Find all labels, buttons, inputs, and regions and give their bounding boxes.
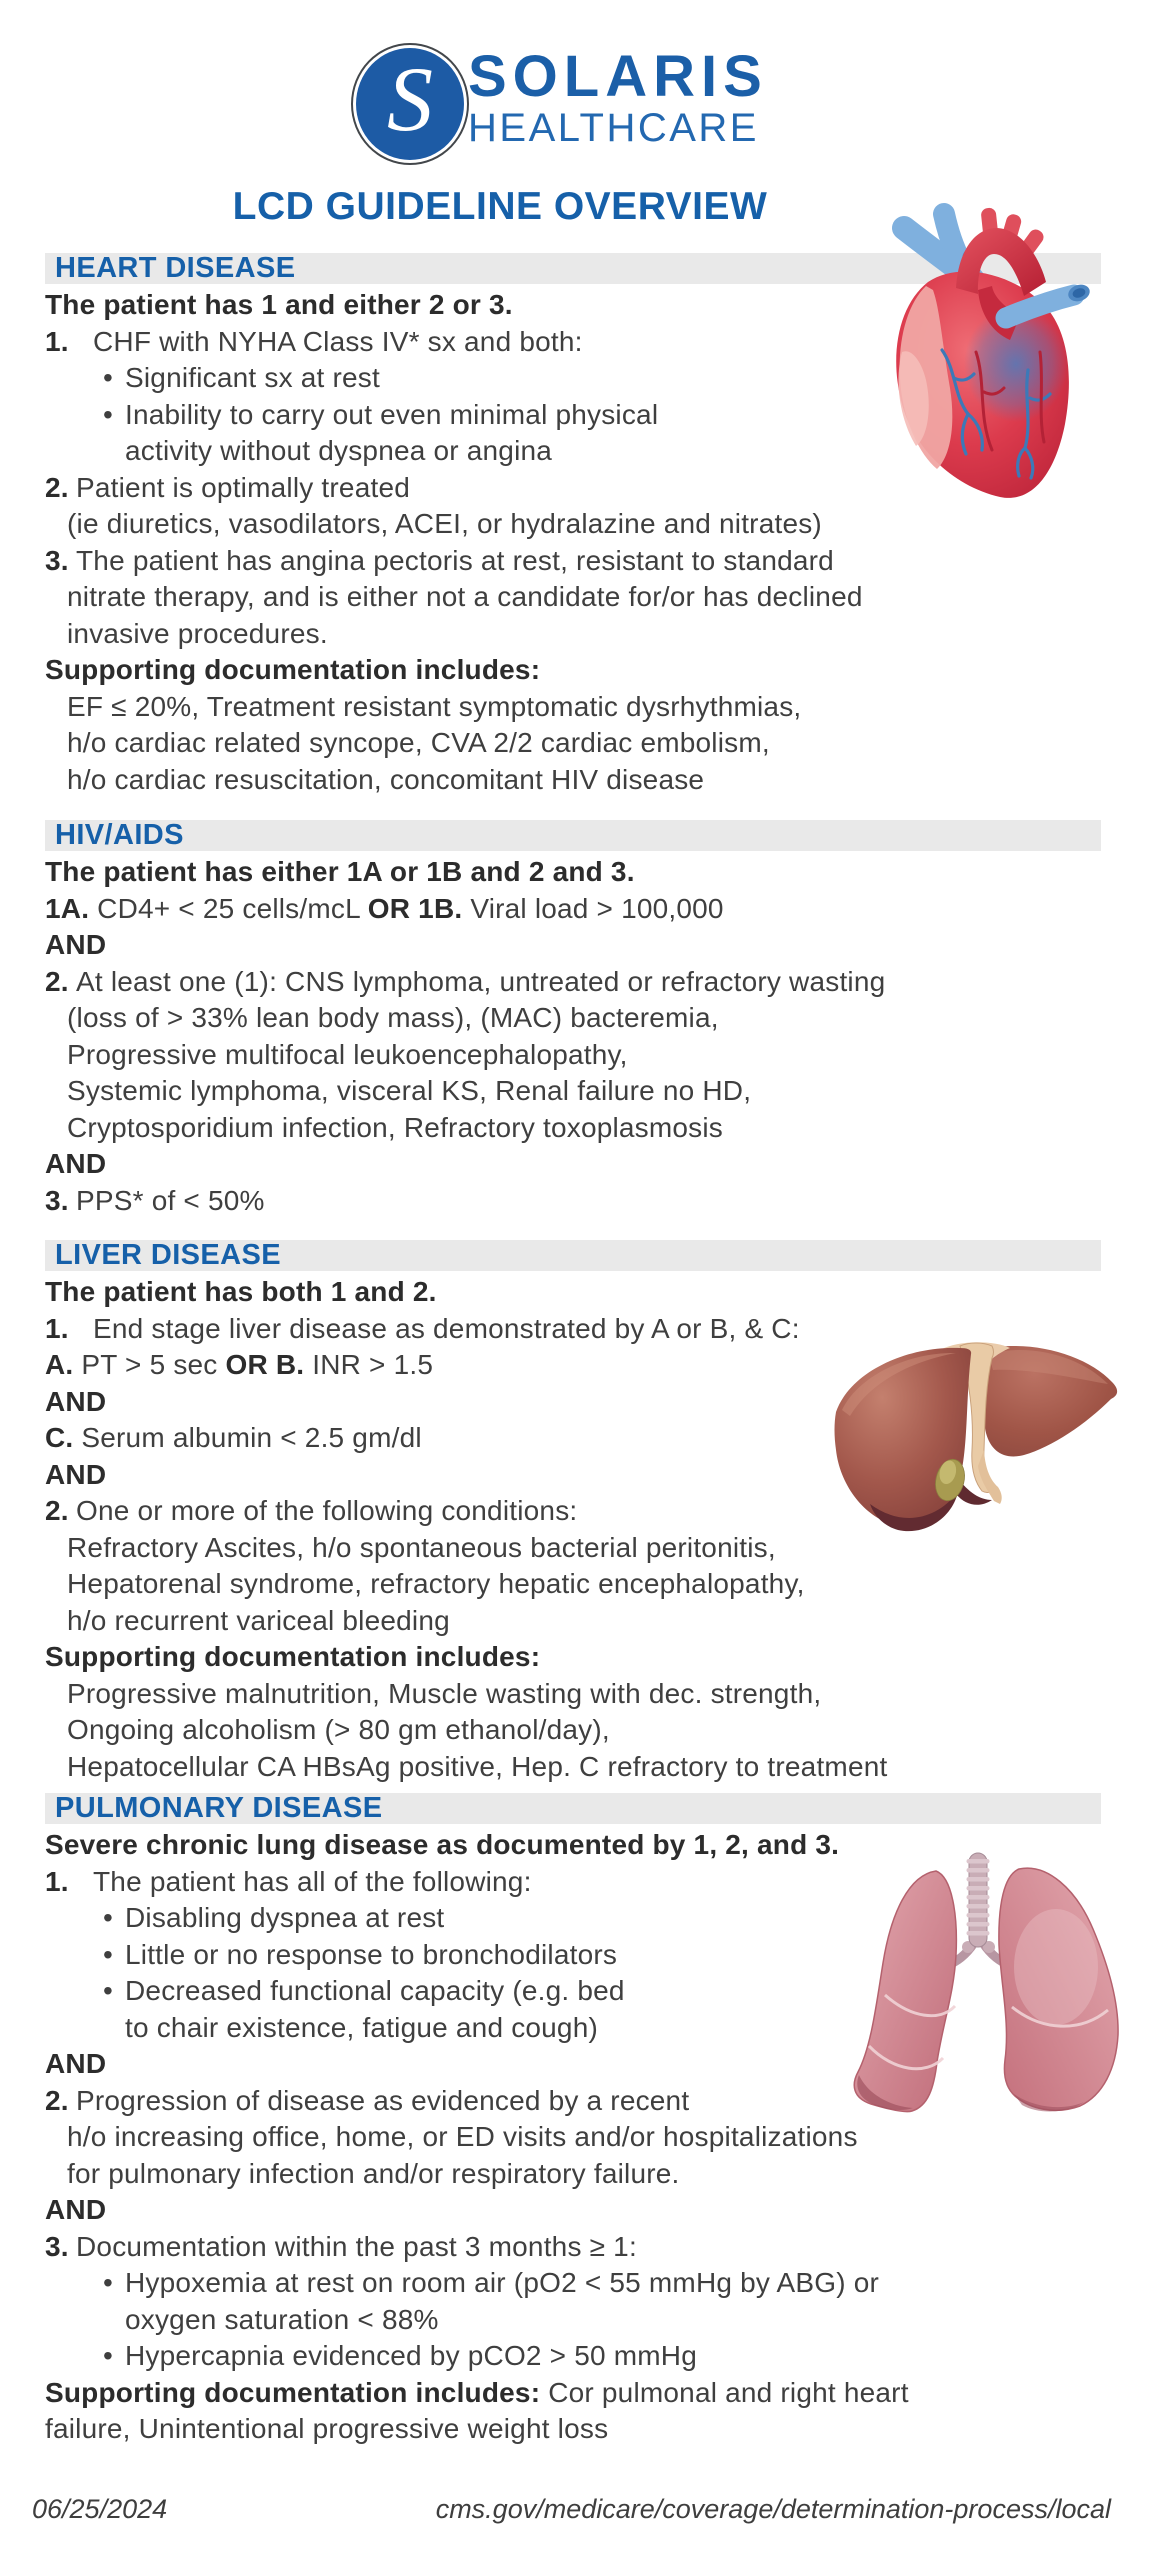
criteria-line-continuation: nitrate therapy, and is either not a candidate for/or has declined xyxy=(67,581,863,612)
section-title: LIVER DISEASE xyxy=(55,1239,281,1271)
criteria-line: 1. End stage liver disease as demonstrated by A or B, & C: xyxy=(45,1312,800,1344)
criteria-line-continuation: Hepatorenal syndrome, refractory hepatic encephalopathy, xyxy=(67,1568,805,1599)
criteria-line: 3. Documentation within the past 3 months ≥ 1: xyxy=(45,2230,637,2262)
logo-circle xyxy=(356,48,464,160)
criteria-line-continuation: (loss of > 33% lean body mass), (MAC) bacteremia, xyxy=(67,1002,719,1033)
criteria-line: 1. The patient has all of the following: xyxy=(45,1865,532,1897)
criteria-line: C. Serum albumin < 2.5 gm/dl xyxy=(45,1422,422,1453)
bullet-item-continuation: oxygen saturation < 88% xyxy=(125,2303,439,2335)
supporting-docs-heading: Supporting documentation includes: xyxy=(45,654,541,685)
criteria-line-continuation: Progressive multifocal leukoencephalopathy, xyxy=(67,1038,628,1070)
supporting-docs-line: EF ≤ 20%, Treatment resistant symptomatic dysrhythmias, xyxy=(67,690,802,722)
brand-subname: HEALTHCARE xyxy=(468,106,759,150)
criteria-line: 2. Progression of disease as evidenced by a recent xyxy=(45,2084,690,2116)
and-connector: AND xyxy=(45,1148,107,1179)
criteria-line: 3. PPS* of < 50% xyxy=(45,1184,265,1216)
section-header-bar xyxy=(45,1240,1101,1271)
bullet-item: • Hypoxemia at rest on room air (pO2 < 55 mmHg by ABG) or xyxy=(45,2265,1110,2302)
bullet-item: • Hypercapnia evidenced by pCO2 > 50 mmHg xyxy=(45,2338,1110,2375)
lungs-illustration xyxy=(833,1845,1133,2125)
bullet-item: • Little or no response to bronchodilators xyxy=(45,1937,1110,1974)
criteria-line-continuation: for pulmonary infection and/or respiratory failure. xyxy=(67,2157,680,2189)
and-connector: AND xyxy=(45,929,107,960)
bullet-item: • Disabling dyspnea at rest xyxy=(45,1900,1110,1937)
bullet-item: • Significant sx at rest xyxy=(45,360,1110,397)
supporting-docs-line: Ongoing alcoholism (> 80 gm ethanol/day), xyxy=(67,1714,610,1745)
section-intro: The patient has both 1 and 2. xyxy=(45,1276,437,1307)
logo-monogram: S xyxy=(387,48,433,150)
and-connector: AND xyxy=(45,1458,107,1490)
bullet-item-continuation: activity without dyspnea or angina xyxy=(125,435,553,466)
criteria-line-continuation: (ie diuretics, vasodilators, ACEI, or hydralazine and nitrates) xyxy=(67,508,822,539)
section-header-bar xyxy=(45,820,1101,851)
criteria-line-continuation: invasive procedures. xyxy=(67,617,328,649)
brand-name: SOLARIS xyxy=(468,44,768,109)
criteria-line-continuation: h/o recurrent variceal bleeding xyxy=(67,1604,450,1636)
supporting-docs-line: Hepatocellular CA HBsAg positive, Hep. C refractory to treatment xyxy=(67,1750,888,1782)
and-connector: AND xyxy=(45,2048,107,2079)
criteria-line: 3. The patient has angina pectoris at rest, resistant to standard xyxy=(45,544,834,576)
section-title: HIV/AIDS xyxy=(55,819,184,851)
supporting-docs-line: failure, Unintentional progressive weight loss xyxy=(45,2413,609,2444)
section-title: HEART DISEASE xyxy=(55,252,296,284)
section-intro: Severe chronic lung disease as documented by 1, 2, and 3. xyxy=(45,1829,840,1860)
criteria-line: 2. One or more of the following conditions: xyxy=(45,1495,578,1526)
page-title: LCD GUIDELINE OVERVIEW xyxy=(232,185,768,228)
heart-illustration xyxy=(878,202,1093,507)
bullet-item: • Decreased functional capacity (e.g. bed xyxy=(45,1973,1110,2010)
criteria-line-continuation: Systemic lymphoma, visceral KS, Renal failure no HD, xyxy=(67,1075,752,1106)
supporting-docs-line: Progressive malnutrition, Muscle wasting with dec. strength, xyxy=(67,1677,822,1709)
and-connector: AND xyxy=(45,1385,107,1417)
and-connector: AND xyxy=(45,2194,107,2225)
bullet-item: • Inability to carry out even minimal physical xyxy=(45,397,1110,434)
criteria-line: A. PT > 5 sec OR B. INR > 1.5 xyxy=(45,1349,434,1380)
liver-illustration xyxy=(828,1338,1128,1568)
brand-logo xyxy=(351,43,469,165)
supporting-docs-line: h/o cardiac related syncope, CVA 2/2 cardiac embolism, xyxy=(67,727,770,758)
section-intro: The patient has either 1A or 1B and 2 and 3. xyxy=(45,856,635,887)
section-intro: The patient has 1 and either 2 or 3. xyxy=(45,289,513,320)
criteria-line-continuation: h/o increasing office, home, or ED visits and/or hospitalizations xyxy=(67,2121,858,2152)
criteria-line: 1A. CD4+ < 25 cells/mcL OR 1B. Viral load > 100,000 xyxy=(45,892,724,924)
section-header-bar xyxy=(45,1793,1101,1824)
section-title: PULMONARY DISEASE xyxy=(55,1792,383,1824)
section-hiv-aids xyxy=(45,820,1110,1219)
supporting-docs-line: h/o cardiac resuscitation, concomitant HIV disease xyxy=(67,763,705,795)
supporting-docs-heading: Supporting documentation includes: Cor pulmonal and right heart xyxy=(45,2376,909,2408)
criteria-line: 2. At least one (1): CNS lymphoma, untreated or refractory wasting xyxy=(45,965,886,997)
footer-url: cms.gov/medicare/coverage/determination-process/local xyxy=(435,2494,1111,2524)
supporting-docs-heading: Supporting documentation includes: xyxy=(45,1641,541,1672)
criteria-line: 2. Patient is optimally treated xyxy=(45,471,410,503)
bullet-item-continuation: to chair existence, fatigue and cough) xyxy=(125,2011,599,2043)
criteria-line-continuation: Cryptosporidium infection, Refractory toxoplasmosis xyxy=(67,1111,724,1143)
criteria-line: 1. CHF with NYHA Class IV* sx and both: xyxy=(45,325,583,357)
criteria-line-continuation: Refractory Ascites, h/o spontaneous bacterial peritonitis, xyxy=(67,1531,776,1563)
footer-date: 06/25/2024 xyxy=(32,2494,168,2524)
